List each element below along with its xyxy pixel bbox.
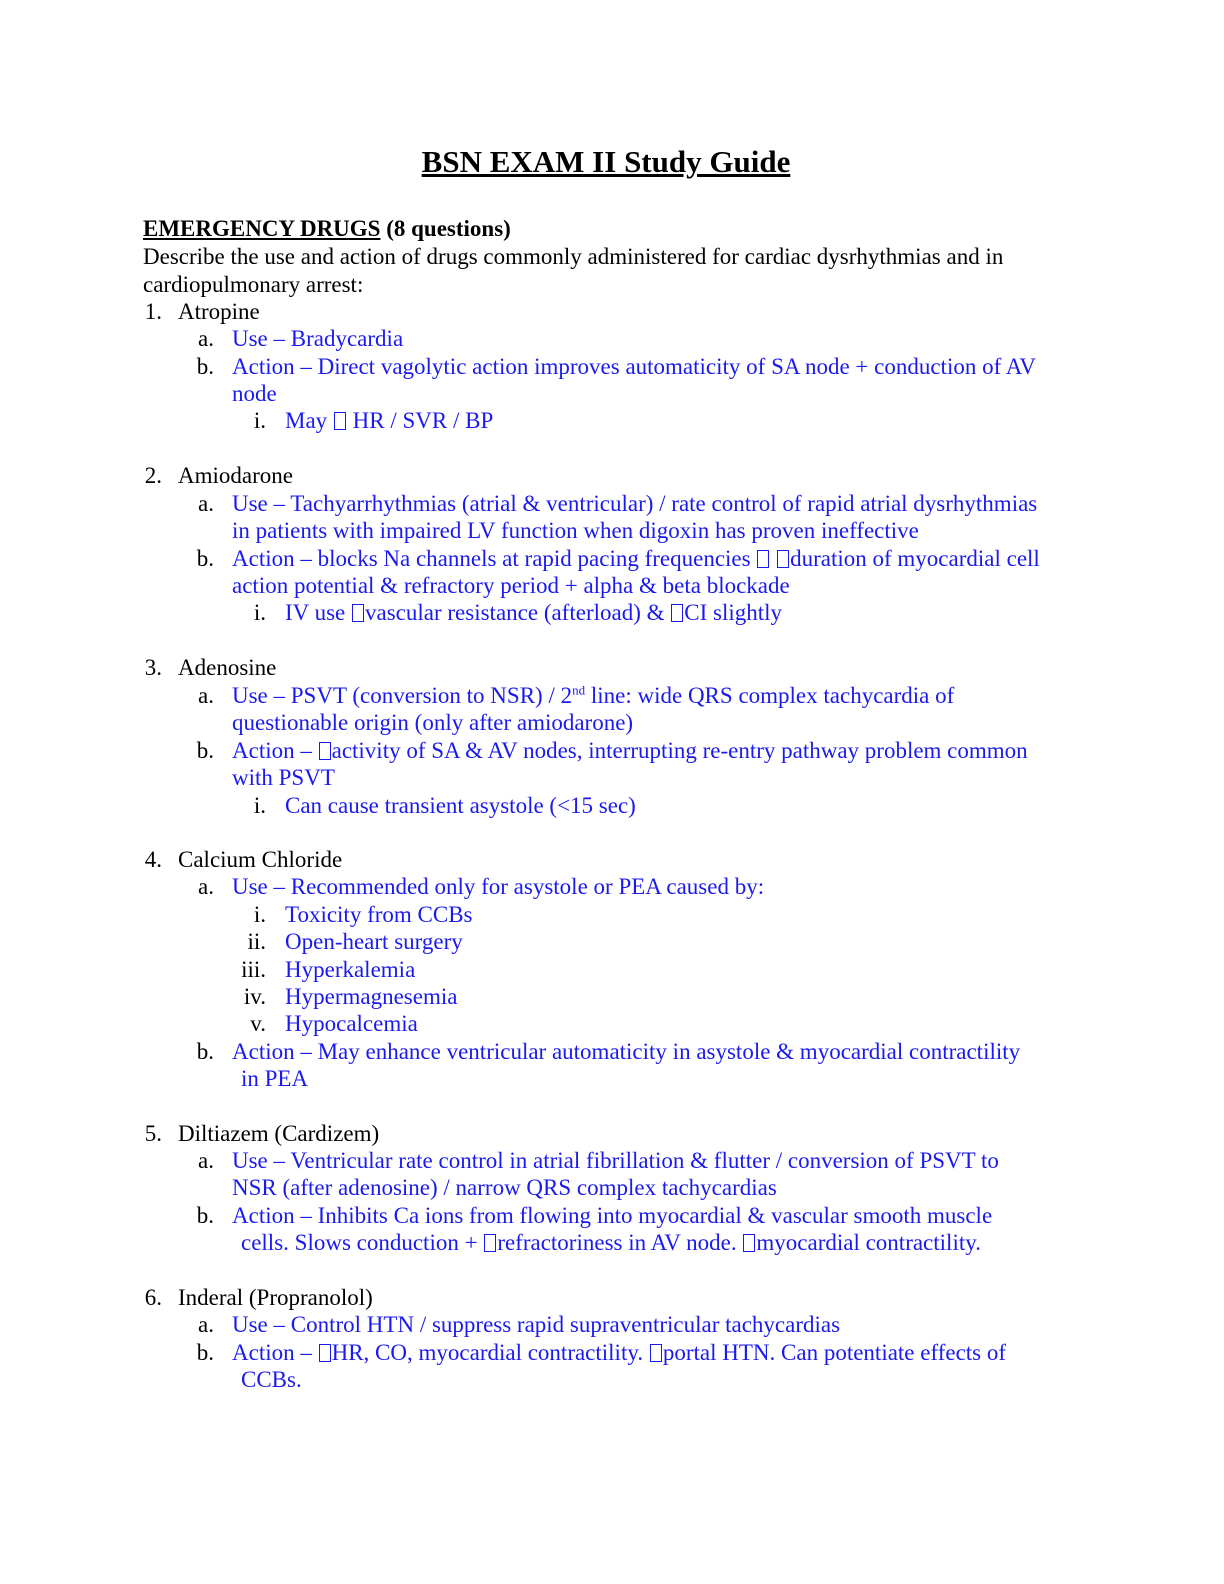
document-page: BSN EXAM II Study Guide EMERGENCY DRUGS (8 questions) Describe the use and action of drugs commonly administered for cardiac dysrhythmias and in cardiopulmonary arrest: 1. Atropine a. Use – Bradycardia b. Action – Direct vagolytic action improves automaticity of SA node + conduction of AV node i. May HR / SVR / BP 2. Amiodarone a. Use – Tachyarrhythmias (atrial & ventricular) / rate control of rapid atrial dysrhythmias in patients with impaired LV function when digoxin has proven ineffective b. Action – blocks Na channels at rapid pacing frequencies duration of myocardial cell action potential & refractory period + alpha & beta blockade i. IV use vascular resistance (afterload) & CI slightly 3. Adenosine a. Use – PSVT (conversion to NSR) / 2nd line: wide QRS complex tachycardia of questionable origin (only after amiodarone) b. Action – activity of SA & AV nodes, interrupting re-entry pathway problem common with PSVT i. Can cause transient asystole (<15 sec) 4. Calcium Chloride a. Use – Recommended only for asystole or PEA caused by: i. Toxicity from CCBs ii. Open-heart surgery iii. Hyperkalemia iv. Hypermagnesemia v. Hypocalcemia b. Action – May enhance ventricular automaticity in asystole & myocardial contractility in PEA 5. Diltiazem (Cardizem) a. Use – Ventricular rate control in atrial fibrillation & flutter / conversion of PSVT to NSR (after adenosine) / narrow QRS complex tachycardias b. Action – Inhibits Ca ions from flowing into myocardial & vascular smooth muscle cells. Slows conduction + refractoriness in AV node. myocardial contractility. 6. Inderal (Propranolol) a. Use – Control HTN / suppress rapid supraventricular tachycardias b. Action – HR, CO, myocardial contractility. portal HTN. Can potentiate effects of CCBs. xyxy=(0,0,1224,1584)
drug-name: Adenosine xyxy=(178,655,277,680)
sub-item: May HR / SVR / BP xyxy=(285,408,494,433)
drug-use: Use – Tachyarrhythmias (atrial & ventricular) / rate control of rapid atrial dysrhythmias xyxy=(232,491,1038,516)
drug-use: Use – Bradycardia xyxy=(232,326,404,351)
missing-glyph-icon xyxy=(319,742,331,760)
drug-action: Action – Inhibits Ca ions from flowing into myocardial & vascular smooth muscle xyxy=(232,1203,993,1228)
drug-name: Calcium Chloride xyxy=(178,847,343,872)
sub-item: Open-heart surgery xyxy=(285,929,463,954)
drug-use: Use – PSVT (conversion to NSR) / 2nd line: wide QRS complex tachycardia of xyxy=(232,682,955,708)
drug-action: Action – blocks Na channels at rapid pacing frequencies duration of myocardial cell xyxy=(232,546,1040,571)
drug-action: Action – activity of SA & AV nodes, interrupting re-entry pathway problem common xyxy=(232,738,1028,763)
section-heading xyxy=(143,215,511,243)
drug-action: Action – May enhance ventricular automaticity in asystole & myocardial contractility xyxy=(232,1039,1021,1064)
missing-glyph-icon xyxy=(319,1344,331,1362)
sub-item: Hypermagnesemia xyxy=(285,984,458,1009)
drug-use: Use – Control HTN / suppress rapid supraventricular tachycardias xyxy=(232,1312,841,1337)
drug-action: Action – Direct vagolytic action improves automaticity of SA node + conduction of AV xyxy=(232,354,1036,379)
drug-action: Action – HR, CO, myocardial contractility. portal HTN. Can potentiate effects of xyxy=(232,1340,1007,1365)
drug-use: Use – Ventricular rate control in atrial fibrillation & flutter / conversion of PSVT to xyxy=(232,1148,999,1173)
missing-glyph-icon xyxy=(650,1344,662,1362)
sub-item: Hyperkalemia xyxy=(285,957,416,982)
missing-glyph-icon xyxy=(671,604,683,622)
sub-item: Can cause transient asystole (<15 sec) xyxy=(285,793,636,818)
sub-item: Toxicity from CCBs xyxy=(285,902,473,927)
missing-glyph-icon xyxy=(484,1234,496,1252)
section-title: EMERGENCY DRUGS xyxy=(143,216,381,241)
drug-name: Atropine xyxy=(178,299,260,324)
drug-name: Inderal (Propranolol) xyxy=(178,1285,373,1310)
page-title: BSN EXAM II Study Guide xyxy=(421,144,791,179)
question-count: (8 questions) xyxy=(386,216,511,241)
missing-glyph-icon xyxy=(757,550,769,568)
drug-name: Amiodarone xyxy=(178,463,293,488)
missing-glyph-icon xyxy=(334,412,346,430)
intro-paragraph: Describe the use and action of drugs commonly administered for cardiac dysrhythmias and in cardiopulmonary arrest: xyxy=(143,244,1004,297)
sub-item: IV use vascular resistance (afterload) & CI slightly xyxy=(285,600,783,625)
missing-glyph-icon xyxy=(777,550,789,568)
missing-glyph-icon xyxy=(352,604,364,622)
sub-item: Hypocalcemia xyxy=(285,1011,418,1036)
missing-glyph-icon xyxy=(743,1234,755,1252)
drug-name: Diltiazem (Cardizem) xyxy=(178,1121,380,1146)
drug-use: Use – Recommended only for asystole or PEA caused by: xyxy=(232,874,765,899)
